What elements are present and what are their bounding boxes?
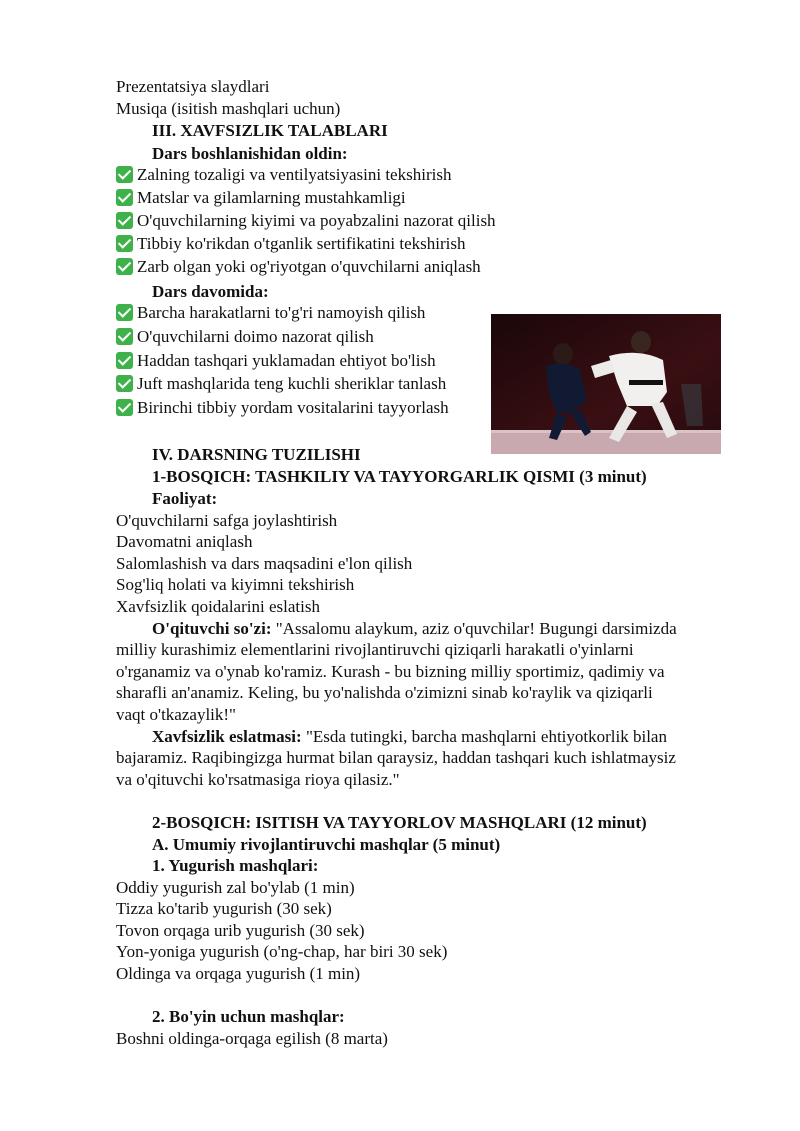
safety-note-line: bajaramiz. Raqibingizga hurmat bilan qaraysiz, haddan tashqari kuch ishlatmaysiz	[116, 748, 676, 767]
checklist-text: Birinchi tibbiy yordam vositalarini tayyorlash	[137, 398, 449, 417]
safety-note-line: va o'qituvchi ko'rsatmasiga rioya qilasiz."	[116, 770, 400, 789]
activity-item: Davomatni aniqlash	[116, 532, 253, 551]
exercise-item: Boshni oldinga-orqaga egilish (8 marta)	[116, 1029, 388, 1048]
stage-title: 1-BOSQICH: TASHKILIY VA TAYYORGARLIK QISMI (3 minut)	[152, 467, 647, 486]
section-heading: IV. DARSNING TUZILISHI	[152, 445, 361, 464]
checklist-item	[116, 350, 436, 371]
intro-line: Prezentatsiya slaydlari	[116, 77, 270, 96]
judo-photo	[491, 314, 721, 454]
checklist-text: Juft mashqlarida teng kuchli sheriklar tanlash	[137, 374, 447, 393]
checklist-item	[116, 326, 374, 347]
activity-label: Faoliyat:	[152, 489, 218, 508]
safety-note-text: "Esda tutingki, barcha mashqlarni ehtiyotkorlik bilan	[305, 727, 667, 746]
activity-item: Xavfsizlik qoidalarini eslatish	[116, 597, 320, 616]
teacher-speech-line: milliy kurashimiz elementlarini rivojlantiruvchi qiziqarli harakatli o'yinlarni	[116, 640, 634, 659]
activity-item: O'quvchilarni safga joylashtirish	[116, 511, 338, 530]
check-mark-icon	[116, 352, 133, 369]
check-mark-icon	[116, 212, 133, 229]
subsection-title: Dars boshlanishidan oldin:	[152, 144, 348, 163]
stage-title: 2-BOSQICH: ISITISH VA TAYYORLOV MASHQLARI (12 minut)	[152, 813, 647, 832]
checklist-text: Zarb olgan yoki og'riyotgan o'quvchilarni aniqlash	[137, 257, 481, 276]
checklist-item	[116, 210, 496, 231]
checklist-text: Barcha harakatlarni to'g'ri namoyish qilish	[137, 303, 426, 322]
checklist-item	[116, 233, 465, 254]
exercise-group-title: 2. Bo'yin uchun mashqlar:	[152, 1007, 345, 1026]
exercise-group-title: 1. Yugurish mashqlari:	[152, 856, 319, 875]
exercise-item: Oldinga va orqaga yugurish (1 min)	[116, 964, 361, 983]
stage-subtitle: A. Umumiy rivojlantiruvchi mashqlar (5 minut)	[152, 835, 501, 854]
checklist-item	[116, 187, 406, 208]
activity-item: Salomlashish va dars maqsadini e'lon qilish	[116, 554, 413, 573]
subsection-title: Dars davomida:	[152, 282, 269, 301]
check-mark-icon	[116, 166, 133, 183]
safety-note-line	[152, 726, 667, 747]
safety-note-label: Xavfsizlik eslatmasi:	[152, 727, 302, 746]
exercise-item: Tizza ko'tarib yugurish (30 sek)	[116, 899, 332, 918]
wrestling-illustration	[491, 314, 721, 454]
checklist-text: Matslar va gilamlarning mustahkamligi	[137, 188, 406, 207]
check-mark-icon	[116, 304, 133, 321]
check-mark-icon	[116, 399, 133, 416]
check-mark-icon	[116, 235, 133, 252]
exercise-item: Tovon orqaga urib yugurish (30 sek)	[116, 921, 365, 940]
checklist-text: Haddan tashqari yuklamadan ehtiyot bo'lish	[137, 351, 436, 370]
teacher-speech-line: vaqt o'tkazaylik!"	[116, 705, 236, 724]
checklist-text: O'quvchilarni doimo nazorat qilish	[137, 327, 374, 346]
teacher-speech-line: o'rganamiz va o'ynab ko'ramiz. Kurash - bu bizning milliy sportimiz, qadimiy va	[116, 662, 665, 681]
checklist-item	[116, 256, 481, 277]
check-mark-icon	[116, 189, 133, 206]
checklist-text: Tibbiy ko'rikdan o'tganlik sertifikatini tekshirish	[137, 234, 466, 253]
exercise-item: Yon-yoniga yugurish (o'ng-chap, har biri 30 sek)	[116, 942, 448, 961]
checklist-text: O'quvchilarning kiyimi va poyabzalini nazorat qilish	[137, 211, 496, 230]
exercise-item: Oddiy yugurish zal bo'ylab (1 min)	[116, 878, 355, 897]
teacher-speech-label: O'qituvchi so'zi:	[152, 619, 272, 638]
teacher-speech-text: "Assalomu alaykum, aziz o'quvchilar! Bugungi darsimizda	[275, 619, 677, 638]
activity-item: Sog'liq holati va kiyimni tekshirish	[116, 575, 355, 594]
checklist-item	[116, 164, 451, 185]
check-mark-icon	[116, 328, 133, 345]
teacher-speech-line	[152, 618, 677, 639]
intro-line: Musiqa (isitish mashqlari uchun)	[116, 99, 341, 118]
check-mark-icon	[116, 258, 133, 275]
section-heading: III. XAVFSIZLIK TALABLARI	[152, 121, 388, 140]
checklist-item	[116, 373, 446, 394]
check-mark-icon	[116, 375, 133, 392]
checklist-text: Zalning tozaligi va ventilyatsiyasini tekshirish	[137, 165, 452, 184]
checklist-item	[116, 302, 425, 323]
checklist-item	[116, 397, 449, 418]
teacher-speech-line: sharafli an'anamiz. Keling, bu yo'nalishda o'zimizni sinab ko'raylik va qiziqarli	[116, 683, 653, 702]
